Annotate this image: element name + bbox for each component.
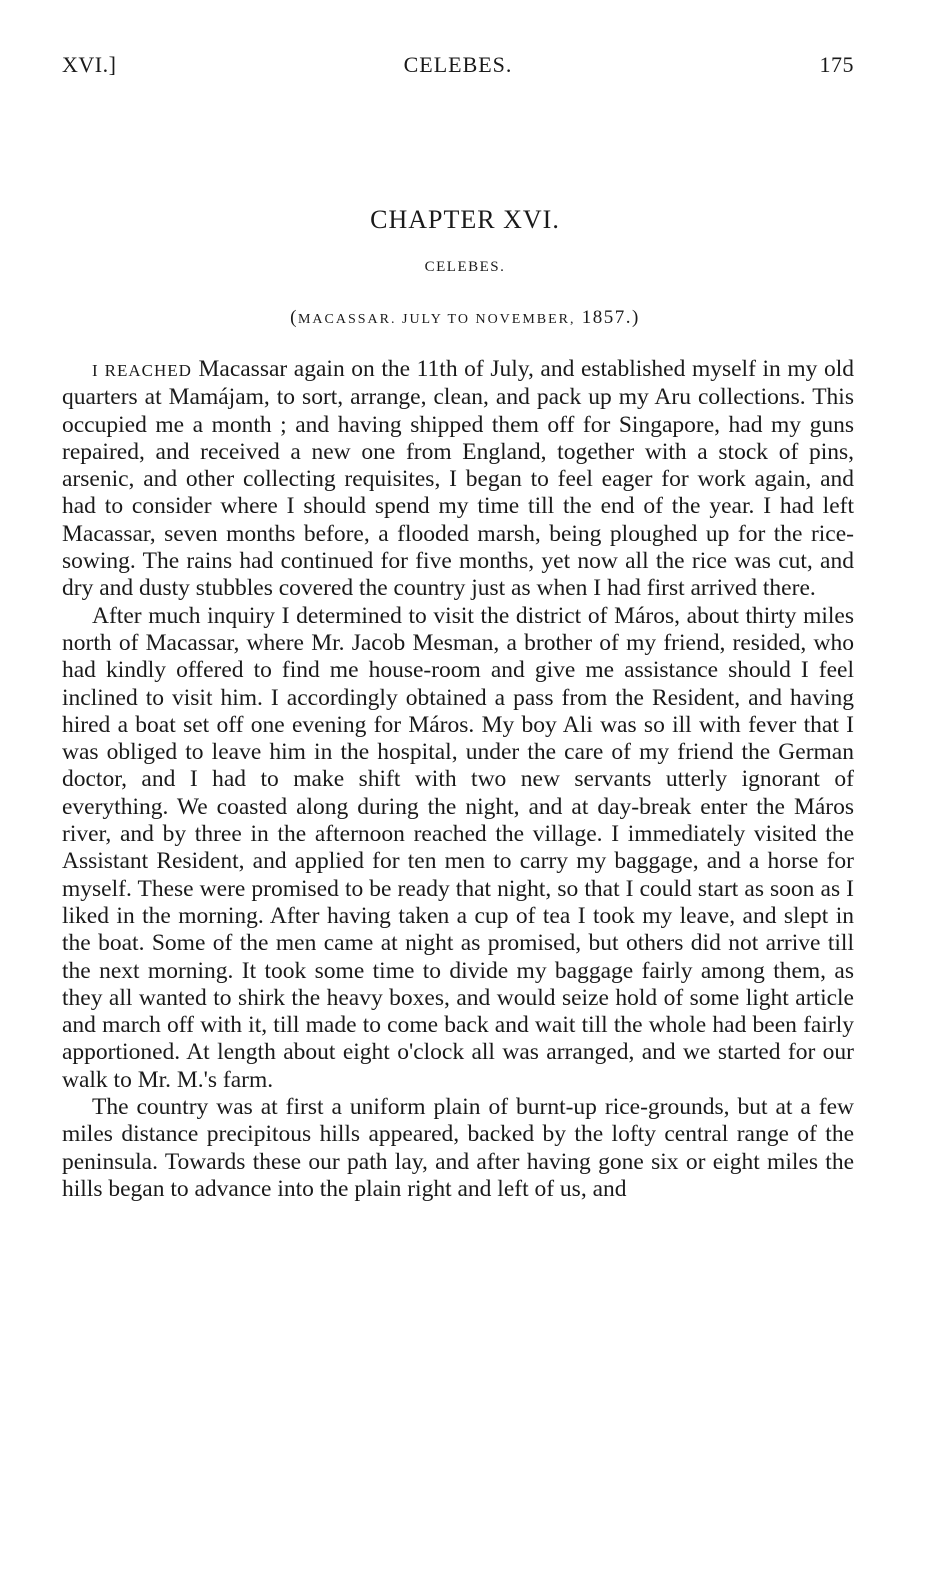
dates-year: 1857.) xyxy=(575,307,640,328)
body-text xyxy=(62,356,854,1203)
paragraph-1-text: Macassar again on the 11th of July, and established myself in my old quarters at Mamájam, to sort, arrange, clean, and pack up my Aru collections. This occupied me a month ; and having shipped them off for Singapore, had my guns repaired, and received a new one from England, together with a stock of pins, arsenic, and other collecting requisites, I began to feel eager for work again, and had to consider where I should spend my time till the end of the year. I had left Macassar, seven months before, a flooded marsh, being ploughed up for the rice-sowing. The rains had continued for five months, yet now all the rice was cut, and dry and dusty stubbles covered the country just as when I had first arrived there. xyxy=(62,356,854,602)
chapter-dates xyxy=(0,307,930,329)
running-head xyxy=(62,52,854,88)
chapter-reference: XVI.] xyxy=(62,52,117,77)
chapter-title: CHAPTER XVI. xyxy=(370,205,560,234)
dates-open-paren: ( xyxy=(290,307,298,328)
paragraph-2: After much inquiry I determined to visit the district of Máros, about thirty miles north of Macassar, where Mr. Jacob Mesman, a brother of my friend, resided, who had kindly offered to find me house-room and give me assistance should I feel inclined to visit him. I accordingly obtained a pass from the Resident, and having hired a boat set off one evening for Máros. My boy Ali was so ill with fever that I was obliged to leave him in the hospital, under the care of my friend the German doctor, and I had to make shift with two new servants utterly ignorant of everything. We coasted along during the night, and at day-break enter the Máros river, and by three in the afternoon reached the village. I immediately visited the Assistant Resident, and applied for ten men to carry my baggage, and a horse for myself. These were promised to be ready that night, so that I could start as soon as I liked in the morning. After having taken a cup of tea I took my leave, and slept in the boat. Some of the men came at night as promised, but others did not arrive till the next morning. It took some time to divide my baggage fairly among them, as they all wanted to shirk the heavy boxes, and would seize hold of some light article and march off with it, till made to come back and wait till the whole had been fairly apportioned. At length about eight o'clock all was arranged, and we started for our walk to Mr. M.'s farm. xyxy=(62,602,854,1093)
page-number: 175 xyxy=(819,52,854,77)
paragraph-lead-words: I REACHED xyxy=(92,361,192,380)
paragraph-3: The country was at first a uniform plain of burnt-up rice-grounds, but at a few miles distance precipitous hills appeared, backed by the lofty central range of the peninsula. Towards these our path lay, and after having gone six or eight miles the hills began to advance into the plain right and left of us, and xyxy=(62,1094,854,1202)
paragraph-1 xyxy=(62,356,854,603)
dates-place: MACASSAR. JULY TO NOVEMBER, xyxy=(297,312,576,327)
running-title: CELEBES. xyxy=(403,52,513,77)
chapter-subtitle: CELEBES. xyxy=(424,259,506,275)
